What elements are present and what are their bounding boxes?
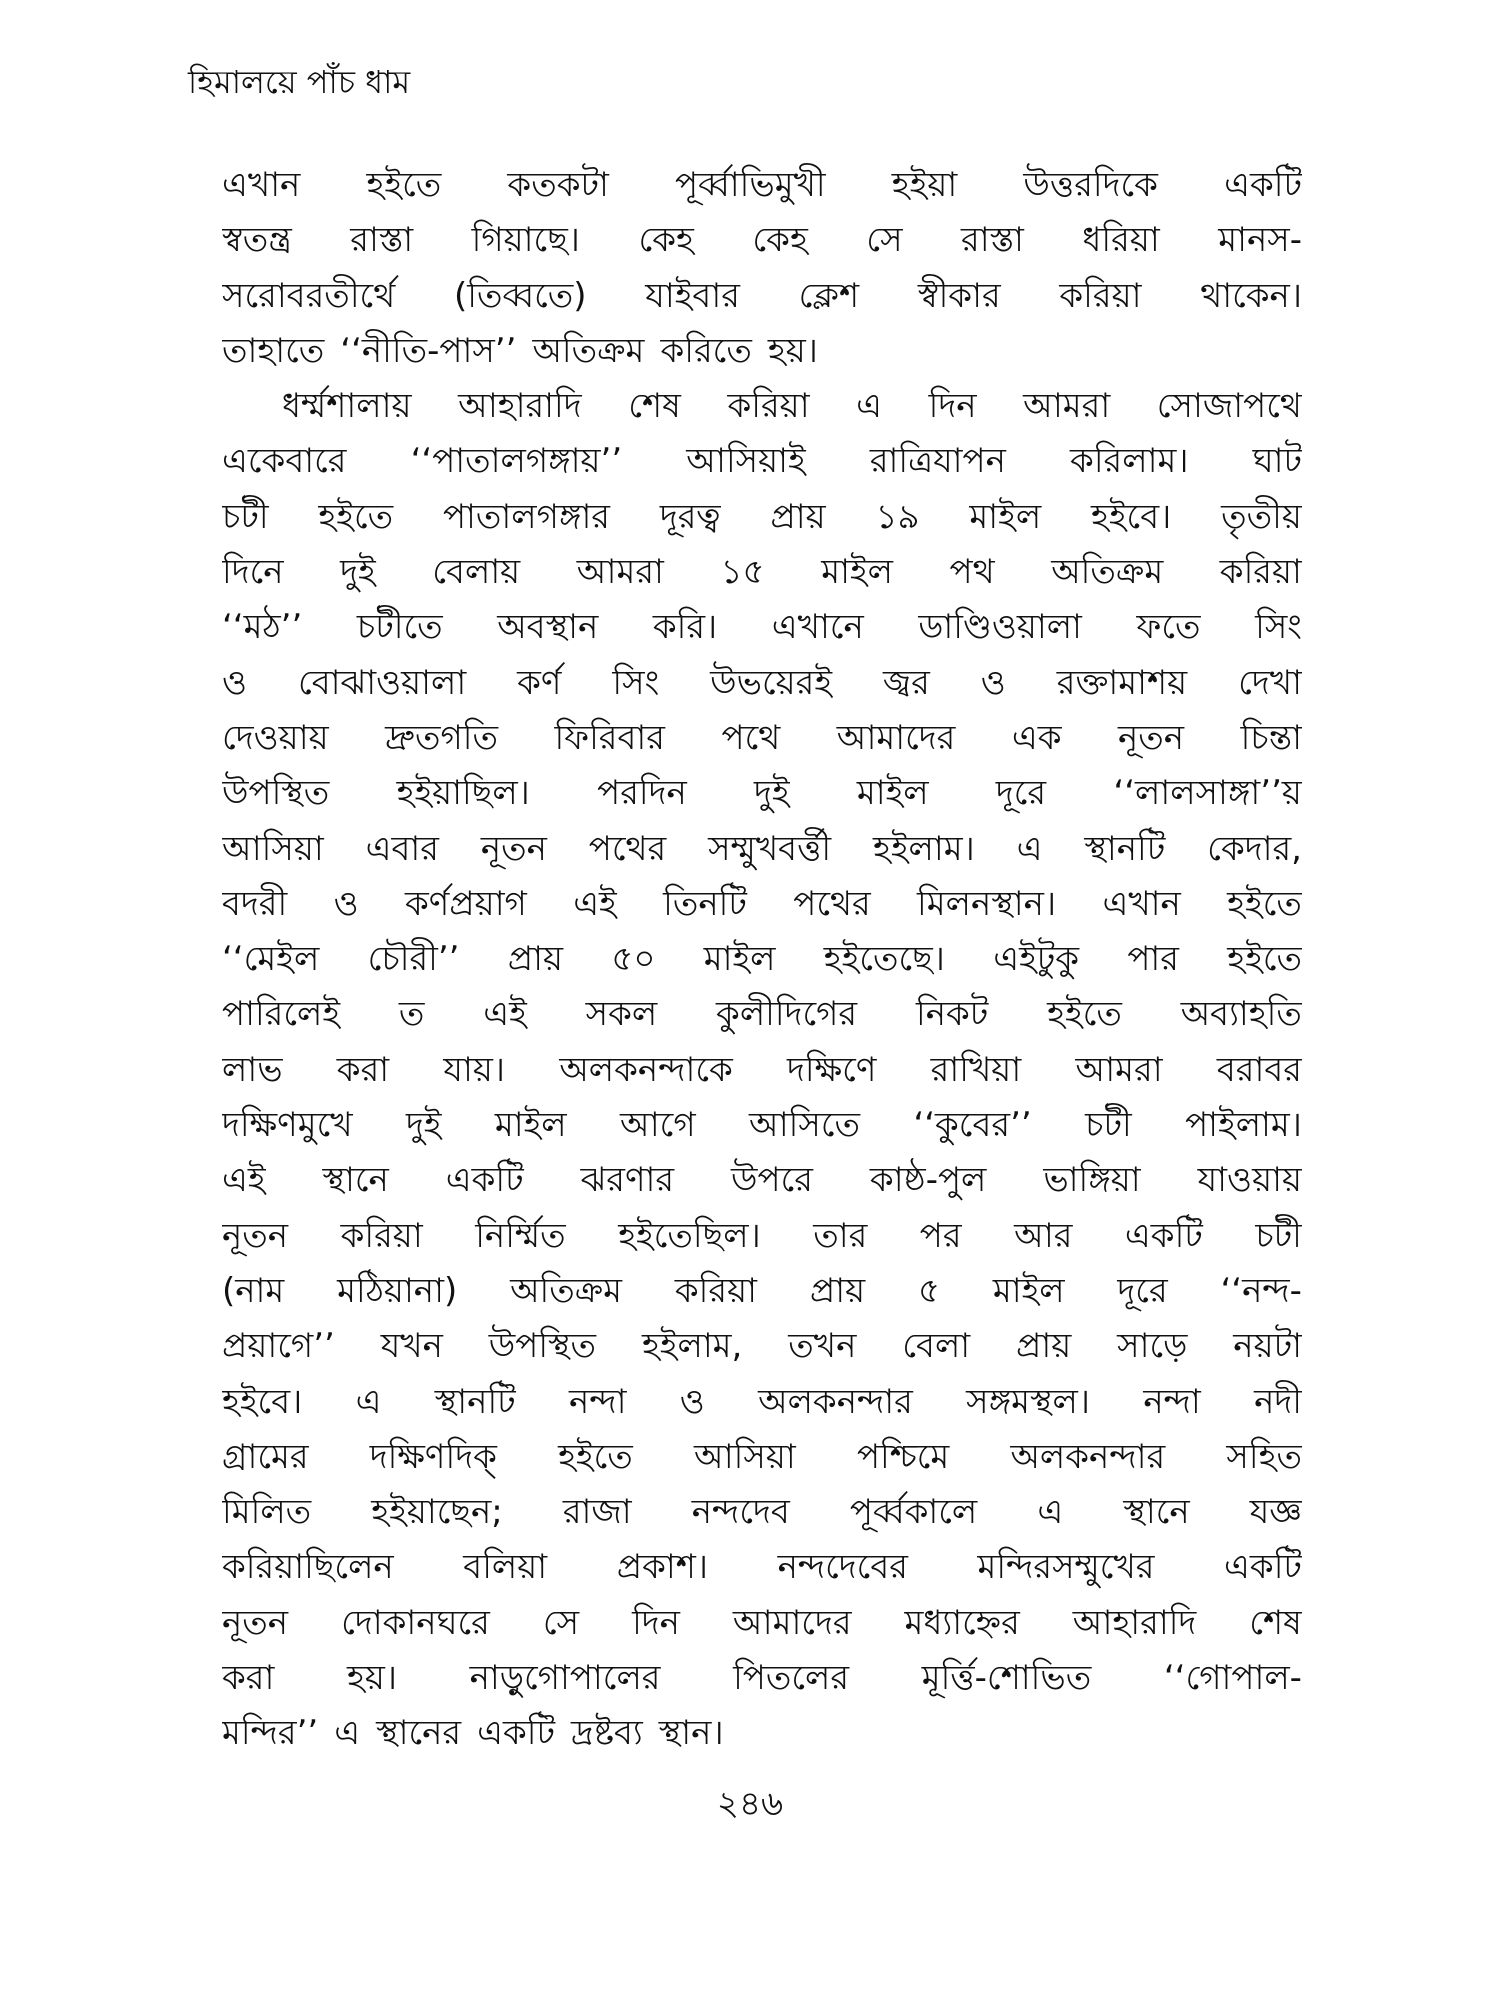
word: চটীতে <box>356 607 443 648</box>
word: শেষ <box>1249 1602 1302 1643</box>
text-line <box>222 766 1302 821</box>
word: চৌরী’’ <box>367 939 460 980</box>
word: এখান <box>222 165 301 205</box>
word: সঙ্গমস্থল। <box>966 1381 1091 1422</box>
word: হইলাম। <box>873 828 975 869</box>
word: কেহ <box>752 220 808 261</box>
word: মিলিত <box>222 1492 312 1533</box>
text-line <box>222 1430 1302 1485</box>
text-line <box>222 213 1302 268</box>
text-line <box>222 1043 1302 1098</box>
word: পরদিন <box>597 773 687 814</box>
word: ধরিয়া <box>1082 220 1160 261</box>
text-line <box>222 269 1302 324</box>
word: পথ <box>949 552 995 593</box>
text-line <box>222 1485 1302 1540</box>
word: প্রায় <box>809 1270 866 1311</box>
word: তার <box>813 1215 868 1256</box>
word: একেবারে <box>222 441 347 482</box>
word: প্রায় <box>1016 1326 1072 1367</box>
word: হইয়াছেন; <box>371 1492 503 1533</box>
word: প্রায় <box>507 939 564 980</box>
word: আমরা <box>1075 1049 1163 1090</box>
text-line <box>222 600 1302 655</box>
word: একটি <box>1224 165 1302 205</box>
word: ‘‘নন্দ- <box>1220 1270 1302 1311</box>
word: দক্ষিণমুখে <box>222 1105 353 1146</box>
word: ক্লেশ <box>798 275 860 316</box>
word: চটী <box>222 496 269 537</box>
word: কাষ্ঠ-পুল <box>869 1160 987 1201</box>
word: গিয়াছে। <box>471 220 580 261</box>
word: দুই <box>405 1105 442 1146</box>
word: আসিয়াই <box>686 441 806 482</box>
word: ‘‘নীতি-পাস’’ <box>340 330 517 371</box>
word: মাইল <box>703 939 776 980</box>
word: কর্ণ <box>517 662 562 703</box>
word: রাস্তা <box>350 220 414 261</box>
word: রাজা <box>562 1492 632 1533</box>
text-line <box>222 1264 1302 1319</box>
word: একটি <box>1124 1215 1203 1256</box>
word: করিতে <box>660 330 752 371</box>
word: পারিলেই <box>222 994 341 1035</box>
word: সে <box>866 220 903 261</box>
word: উত্তরদিকে <box>1023 165 1158 205</box>
word: ধর্ম্মশালায় <box>282 386 412 427</box>
word: মূর্ত্তি-শোভিত <box>921 1658 1092 1699</box>
word: দ্রষ্টব্য <box>571 1713 643 1754</box>
word: এই <box>573 883 617 924</box>
word: নয়টা <box>1233 1326 1302 1367</box>
word: পূর্ব্বকালে <box>849 1492 978 1533</box>
word: হয়। <box>767 330 818 371</box>
word: হইতে <box>366 165 442 205</box>
word: রাখিয়া <box>930 1049 1022 1090</box>
word: মাইল <box>494 1105 567 1146</box>
word: আমাদের <box>732 1602 852 1643</box>
word: এই <box>222 1160 266 1201</box>
word: বেলা <box>902 1326 971 1367</box>
word: হইলাম, <box>641 1326 743 1367</box>
word: রাস্তা <box>961 220 1024 261</box>
word: নদী <box>1254 1381 1302 1422</box>
word: ‘‘গোপাল- <box>1163 1658 1302 1699</box>
text-line <box>222 987 1302 1042</box>
text-line <box>222 932 1302 987</box>
word: আহারাদি <box>1072 1602 1197 1643</box>
word: সকল <box>585 994 658 1035</box>
word: একটি <box>1224 1547 1302 1588</box>
word: পার <box>1127 939 1179 980</box>
word: করিয়া <box>1059 275 1142 316</box>
word: ডাণ্ডিওয়ালা <box>918 607 1082 648</box>
text-line <box>222 158 1302 213</box>
word: দূরত্ব <box>659 496 721 537</box>
word: ফতে <box>1136 607 1201 648</box>
word: করিয়াছিলেন <box>222 1547 394 1588</box>
word: সহিত <box>1226 1436 1302 1477</box>
word: পথের <box>588 828 667 869</box>
word: বদরী <box>222 883 288 924</box>
word: যাইবার <box>645 275 740 316</box>
word: দিন <box>928 386 977 427</box>
word: চিন্তা <box>1240 717 1302 758</box>
word: অব্যাহতি <box>1180 994 1302 1035</box>
word: ১৫ <box>720 552 765 593</box>
word: উপস্থিত <box>488 1326 597 1367</box>
word: পথের <box>793 883 871 924</box>
word: দ্রুতগতি <box>385 717 499 758</box>
word: লাভ <box>222 1049 283 1090</box>
text-line <box>222 1153 1302 1208</box>
word: দিন <box>632 1602 680 1643</box>
word: স্থানটি <box>1084 828 1166 869</box>
word: মাইল <box>992 1270 1065 1311</box>
word: রাত্রিযাপন <box>869 441 1006 482</box>
word: কেদার, <box>1207 828 1302 869</box>
word: চটী <box>1085 1105 1132 1146</box>
word: করিয়া <box>674 1270 757 1311</box>
word: স্থানটি <box>434 1381 516 1422</box>
word: অলকনন্দার <box>1010 1436 1166 1477</box>
word: নন্দদেব <box>691 1492 790 1533</box>
word: ‘‘মেইল <box>222 939 320 980</box>
word: এবার <box>365 828 439 869</box>
text-line <box>222 545 1302 600</box>
word: দেখা <box>1238 662 1302 703</box>
word: নির্ম্মিত <box>475 1215 566 1256</box>
word: স্থান। <box>658 1713 724 1754</box>
body-text <box>222 158 1302 1762</box>
word: ঝরণার <box>580 1160 675 1201</box>
word: স্বীকার <box>917 275 1001 316</box>
word: ‘‘মঠ’’ <box>222 607 303 648</box>
word: পাতালগঙ্গার <box>442 496 611 537</box>
word: হইতে <box>318 496 394 537</box>
text-line <box>222 656 1302 711</box>
text-line <box>222 1375 1302 1430</box>
text-line <box>222 379 1302 434</box>
word: দূরে <box>995 773 1047 814</box>
word: দেওয়ায় <box>222 717 329 758</box>
word: হইয়াছিল। <box>396 773 530 814</box>
word: মন্দিরসম্মুখের <box>977 1547 1155 1588</box>
word: নন্দা <box>569 1381 627 1422</box>
word: আহারাদি <box>458 386 582 427</box>
word: পাইলাম। <box>1185 1105 1302 1146</box>
word: ত <box>398 994 425 1035</box>
word: স্বতন্ত্র <box>222 220 292 261</box>
word: শেষ <box>628 386 681 427</box>
word: একটি <box>477 1713 556 1754</box>
word: সম্মুখবর্ত্তী <box>708 828 832 869</box>
word: করিয়া <box>1219 552 1302 593</box>
word: নূতন <box>222 1215 289 1256</box>
word: মাইল <box>856 773 929 814</box>
word: সে <box>542 1602 580 1643</box>
word: পশ্চিমে <box>856 1436 950 1477</box>
word: দূরে <box>1117 1270 1168 1311</box>
word: করিলাম। <box>1070 441 1189 482</box>
word: তিনটি <box>663 883 747 924</box>
word: তখন <box>788 1326 857 1367</box>
word: এ <box>856 386 883 427</box>
word: ভাঙ্গিয়া <box>1043 1160 1141 1201</box>
word: প্রায় <box>770 496 826 537</box>
word: যায়। <box>443 1049 506 1090</box>
word: দুই <box>340 552 376 593</box>
word: হইতে <box>1227 883 1302 924</box>
word: স্থানে <box>322 1160 389 1201</box>
word: এক <box>1011 717 1062 758</box>
word: বোঝাওয়ালা <box>297 662 467 703</box>
word: আমরা <box>1023 386 1111 427</box>
word: নূতন <box>480 828 547 869</box>
word: মানস- <box>1218 220 1302 261</box>
word: এই <box>483 994 527 1035</box>
word: কর্ণপ্রয়াগ <box>404 883 527 924</box>
word: ও <box>333 883 359 924</box>
word: বলিয়া <box>463 1547 548 1588</box>
word: এ <box>334 1713 361 1754</box>
word: আসিয়া <box>222 828 324 869</box>
word: ১৯ <box>875 496 920 537</box>
word: ফিরিবার <box>554 717 665 758</box>
word: করি। <box>652 607 718 648</box>
word: হইতে <box>1227 939 1302 980</box>
word: আসিতে <box>749 1105 861 1146</box>
word: মন্দির’’ <box>222 1713 319 1754</box>
word: নূতন <box>222 1602 289 1643</box>
word: পিতলের <box>733 1658 850 1699</box>
text-line <box>222 1209 1302 1264</box>
word: হইবে। <box>1091 496 1172 537</box>
word: মিলনস্থান। <box>917 883 1057 924</box>
word: গ্রামের <box>222 1436 309 1477</box>
word: এ <box>1016 828 1043 869</box>
word: হইতেছে। <box>823 939 945 980</box>
word: স্থানে <box>1123 1492 1190 1533</box>
word: সরোবরতীর্থে <box>222 275 396 316</box>
word: ‘‘কুবের’’ <box>913 1105 1032 1146</box>
word: সিং <box>1255 607 1302 648</box>
text-line <box>222 711 1302 766</box>
word: ৫০ <box>611 939 656 980</box>
running-head-title: হিমালয়ে পাঁচ ধাম <box>188 63 411 101</box>
word: আর <box>1014 1215 1073 1256</box>
word: স্থানের <box>376 1713 462 1754</box>
word: উপস্থিত <box>222 773 330 814</box>
word: উভয়েরই <box>710 662 833 703</box>
word: নন্দদেবের <box>777 1547 908 1588</box>
word: দক্ষিণদিক্ <box>369 1436 497 1477</box>
word: অতিক্রম <box>532 330 645 371</box>
text-line <box>222 324 1302 379</box>
word: হইতেছিল। <box>618 1215 761 1256</box>
word: তাহাতে <box>222 330 325 371</box>
text-line <box>222 1319 1302 1374</box>
text-line <box>222 1540 1302 1595</box>
word: দক্ষিণে <box>787 1049 877 1090</box>
word: ও <box>222 662 248 703</box>
word: (নাম <box>222 1270 285 1311</box>
page-number: ২৪৬ <box>716 1784 784 1824</box>
text-line <box>222 490 1302 545</box>
word: আমরা <box>576 552 664 593</box>
word: পূর্ব্বাভিমুখী <box>675 165 826 205</box>
word: রক্তামাশয় <box>1056 662 1188 703</box>
word: কতকটা <box>507 165 609 205</box>
word: এখান <box>1102 883 1181 924</box>
word: তৃতীয় <box>1221 496 1302 537</box>
word: দোকানঘরে <box>341 1602 490 1643</box>
word: অতিক্রম <box>1051 552 1164 593</box>
text-line <box>222 822 1302 877</box>
word: আগে <box>620 1105 696 1146</box>
word: মধ্যাহ্নের <box>904 1602 1020 1643</box>
word: প্রকাশ। <box>616 1547 709 1588</box>
word: মাইল <box>821 552 893 593</box>
text-line <box>222 1706 1302 1761</box>
word: জ্বর <box>882 662 930 703</box>
word: হইবে। <box>222 1381 303 1422</box>
word: সোজাপথে <box>1156 386 1302 427</box>
word: উপরে <box>731 1160 813 1201</box>
word: চটী <box>1255 1215 1302 1256</box>
word: যখন <box>380 1326 443 1367</box>
word: আমাদের <box>836 717 956 758</box>
word: প্রয়াগে’’ <box>222 1326 335 1367</box>
text-line <box>222 877 1302 932</box>
word: দুই <box>754 773 790 814</box>
word: এখানে <box>771 607 864 648</box>
word: মঠিয়ানা) <box>337 1270 458 1311</box>
word: করিয়া <box>340 1215 423 1256</box>
word: নিকট <box>915 994 989 1035</box>
word: অলকনন্দার <box>758 1381 913 1422</box>
word: সিং <box>612 662 660 703</box>
word: এ <box>355 1381 382 1422</box>
word: কুলীদিগের <box>716 994 858 1035</box>
word: এইটুকু <box>993 939 1080 980</box>
word: মাইল <box>969 496 1042 537</box>
word: বরাবর <box>1216 1049 1302 1090</box>
word: এ <box>1037 1492 1064 1533</box>
word: থাকেন। <box>1200 275 1302 316</box>
word: হইয়া <box>891 165 958 205</box>
word: হইতে <box>1047 994 1122 1035</box>
word: ‘‘লালসাঙ্গা’’য় <box>1113 773 1302 814</box>
text-line <box>222 1596 1302 1651</box>
word: আসিয়া <box>694 1436 796 1477</box>
word: বেলায় <box>432 552 521 593</box>
word: পথে <box>721 717 781 758</box>
text-line <box>222 1651 1302 1706</box>
word: ‘‘পাতালগঙ্গায়’’ <box>410 441 623 482</box>
word: ৫ <box>917 1270 940 1311</box>
word: (তিব্বতে) <box>453 275 587 316</box>
text-line <box>222 1098 1302 1153</box>
word: হইতে <box>558 1436 633 1477</box>
word: হয়। <box>346 1658 398 1699</box>
word: অলকনন্দাকে <box>559 1049 733 1090</box>
word: যাওয়ায় <box>1197 1160 1302 1201</box>
word: ঘাট <box>1252 441 1302 482</box>
word: ও <box>679 1381 705 1422</box>
text-line <box>222 434 1302 489</box>
word: ও <box>980 662 1006 703</box>
word: সাড়ে <box>1117 1326 1188 1367</box>
word: নূতন <box>1117 717 1185 758</box>
word: দিনে <box>222 552 284 593</box>
word: একটি <box>445 1160 524 1201</box>
word: অতিক্রম <box>510 1270 623 1311</box>
word: পর <box>919 1215 962 1256</box>
word: করা <box>222 1658 275 1699</box>
word: করিয়া <box>727 386 810 427</box>
word: অবস্থান <box>497 607 599 648</box>
word: নন্দা <box>1143 1381 1201 1422</box>
word: নাড়ুগোপালের <box>469 1658 661 1699</box>
word: করা <box>336 1049 390 1090</box>
word: কেহ <box>638 220 694 261</box>
word: যজ্ঞ <box>1249 1492 1302 1533</box>
